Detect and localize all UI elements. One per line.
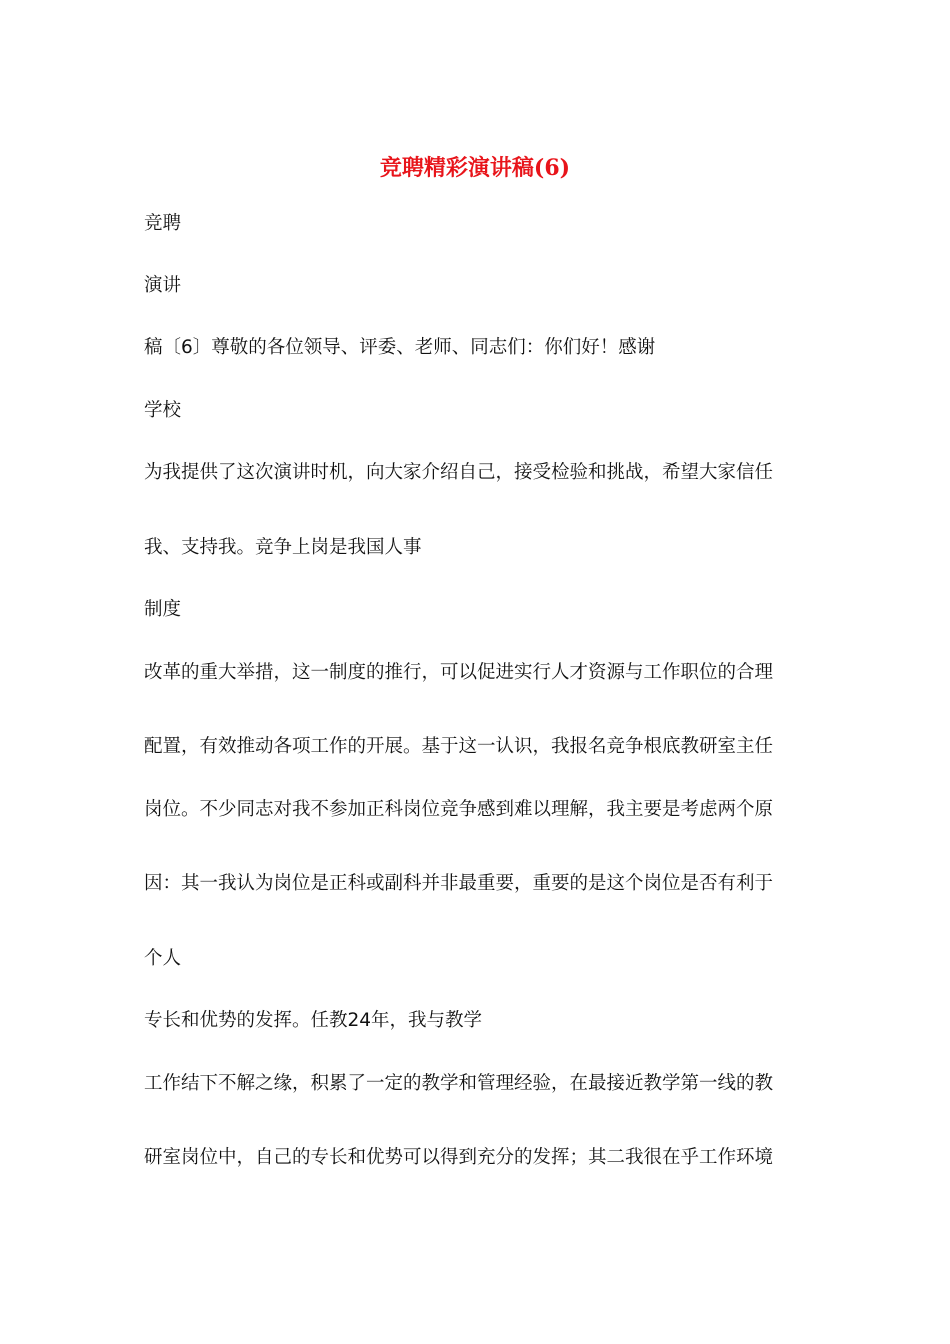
paragraph-line-10: 岗位。不少同志对我不参加正科岗位竞争感到难以理解，我主要是考虑两个原 bbox=[144, 799, 774, 820]
paragraph-line-7: 制度 bbox=[144, 599, 182, 620]
paragraph-line-15: 研室岗位中，自己的专长和优势可以得到充分的发挥；其二我很在乎工作环境 bbox=[144, 1147, 774, 1168]
paragraph-line-3: 稿〔6〕尊敬的各位领导、评委、老师、同志们：你们好！感谢 bbox=[144, 337, 656, 358]
paragraph-line-12: 个人 bbox=[144, 948, 182, 969]
paragraph-line-4: 学校 bbox=[144, 400, 182, 421]
paragraph-line-14: 工作结下不解之缘，积累了一定的教学和管理经验，在最接近教学第一线的教 bbox=[144, 1073, 774, 1094]
document-title: 竞聘精彩演讲稿(6) bbox=[379, 155, 571, 181]
paragraph-line-13: 专长和优势的发挥。任教24年，我与教学 bbox=[144, 1010, 483, 1031]
paragraph-line-5: 为我提供了这次演讲时机，向大家介绍自己，接受检验和挑战，希望大家信任 bbox=[144, 462, 774, 483]
paragraph-line-2: 演讲 bbox=[144, 275, 182, 296]
paragraph-line-1: 竞聘 bbox=[144, 213, 182, 234]
paragraph-line-6: 我、支持我。竞争上岗是我国人事 bbox=[144, 537, 422, 558]
paragraph-line-9: 配置，有效推动各项工作的开展。基于这一认识，我报名竞争根底教研室主任 bbox=[144, 736, 774, 757]
paragraph-line-8: 改革的重大举措，这一制度的推行，可以促进实行人才资源与工作职位的合理 bbox=[144, 662, 774, 683]
paragraph-line-11: 因：其一我认为岗位是正科或副科并非最重要，重要的是这个岗位是否有利于 bbox=[144, 873, 774, 894]
